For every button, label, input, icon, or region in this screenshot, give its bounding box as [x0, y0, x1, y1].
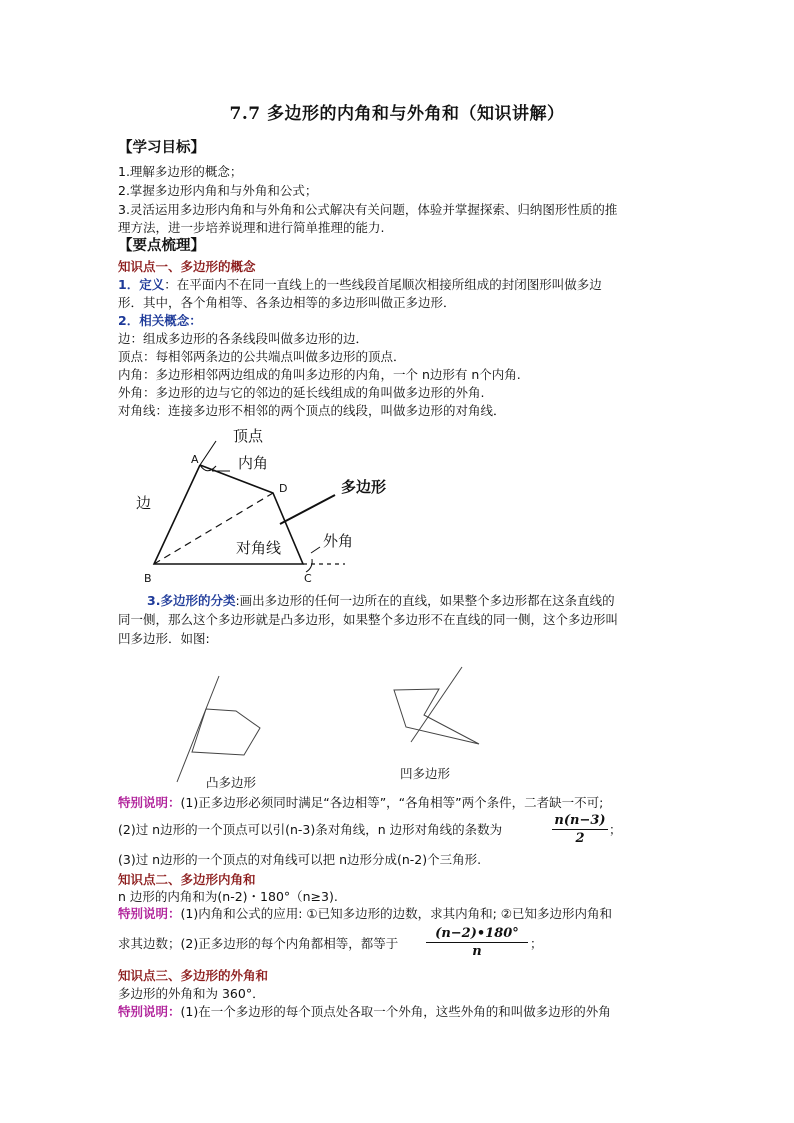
- objective-item: 3.灵活运用多边形内角和与外角和公式解决有关问题，体验并掌握探索、归纳图形性质的推: [118, 202, 618, 217]
- definition-text: ：在平面内不在同一直线上的一些线段首尾顺次相接所组成的封闭图形叫做多边: [164, 277, 602, 292]
- kp1-note-1: [118, 795, 678, 811]
- kp3-formula: 多边形的外角和为 360°．: [118, 986, 265, 1001]
- note-text: (1)内角和公式的应用: ①已知多边形的边数，求其内角和; ②已知多边形内角和: [180, 906, 613, 921]
- exterior-angle-arc: [306, 559, 312, 572]
- fraction-denominator: 2: [575, 831, 585, 846]
- note-label: 特别说明：: [118, 1004, 181, 1019]
- related-item: 对角线：连接多边形不相邻的两个顶点的线段，叫做多边形的对角线．: [118, 403, 506, 418]
- kp2-note-1: [118, 906, 678, 922]
- objective-item: 理方法，进一步培养说理和进行简单推理的能力.: [118, 220, 385, 235]
- kp1-note-3: (3)过 n边形的一个顶点的对角线可以把 n边形分成(n-2)个三角形.: [118, 852, 482, 867]
- label-A: A: [191, 453, 199, 466]
- polygon-pointer: [280, 495, 335, 524]
- label-diagonal: 对角线: [236, 539, 282, 557]
- related-concepts-colon: ：: [189, 313, 202, 328]
- kp2-formula: n 边形的内角和为(n-2)・180°（n≥3).: [118, 889, 338, 904]
- concave-polygon-figure: [385, 660, 495, 770]
- classification-line-2: 同一侧，那么这个多边形就是凸多边形，如果整个多边形不在直线的同一侧，这个多边形叫: [118, 612, 619, 627]
- interior-angle-fraction: [426, 926, 528, 959]
- related-concepts-line: [118, 313, 678, 329]
- convex-label: 凸多边形: [206, 775, 257, 790]
- fraction-numerator: (n−2)•180°: [426, 926, 528, 943]
- related-item: 顶点：每相邻两条边的公共端点叫做多边形的顶点．: [118, 349, 406, 364]
- polygon-concept-figure: [120, 420, 420, 590]
- kp1-note-2: (2)过 n边形的一个顶点可以引(n-3)条对角线，n 边形对角线的条数为: [118, 822, 503, 837]
- kp2-note-2: 求其边数；(2)正多边形的每个内角都相等，都等于: [118, 936, 399, 951]
- classification-line: [147, 593, 687, 609]
- label-side: 边: [136, 494, 152, 512]
- fraction-denominator: n: [472, 944, 482, 959]
- objective-item: 2.掌握多边形内角和与外角和公式；: [118, 183, 318, 198]
- convex-polygon-figure: [170, 670, 290, 790]
- related-concepts-label: 2．相关概念: [118, 313, 190, 328]
- label-C: C: [304, 572, 312, 585]
- label-vertex: 顶点: [233, 427, 264, 445]
- reference-line: [177, 676, 219, 782]
- note-label: 特别说明：: [118, 795, 181, 810]
- label-polygon: 多边形: [341, 478, 387, 496]
- kp3-heading: 知识点三、多边形的外角和: [118, 968, 269, 983]
- kp2-heading: 知识点二、多边形内角和: [118, 872, 256, 887]
- kp1-definition-line: [118, 277, 678, 293]
- related-item: 内角：多边形相邻两边组成的角叫多边形的内角，一个 n边形有 n个内角.: [118, 367, 521, 382]
- concave-polygon: [394, 689, 479, 744]
- note-text: (1)在一个多边形的每个顶点处各取一个外角，这些外角的和叫做多边形的外角: [180, 1004, 611, 1019]
- vertex-leader: [200, 441, 216, 465]
- related-item: 外角：多边形的边与它的邻边的延长线组成的角叫做多边形的外角.: [118, 385, 485, 400]
- definition-label: 1．定义: [118, 277, 165, 292]
- classification-text: :画出多边形的任何一边所在的直线，如果整个多边形都在这条直线的: [235, 593, 615, 608]
- classification-line-3: 凹多边形．如图:: [118, 631, 210, 646]
- concave-label: 凹多边形: [400, 766, 451, 781]
- kp1-heading: 知识点一、多边形的概念: [118, 259, 256, 274]
- label-exterior-angle: 外角: [323, 532, 354, 550]
- kp2-note-2-end: ；: [530, 936, 543, 951]
- objective-item: 1.理解多边形的概念；: [118, 164, 243, 179]
- note-label: 特别说明：: [118, 906, 181, 921]
- page-title: 7.7 多边形的内角和与外角和（知识讲解）: [229, 104, 565, 124]
- key-points-heading: 【要点梳理】: [118, 238, 205, 254]
- related-item: 边：组成多边形的各条线段叫做多边形的边．: [118, 331, 369, 346]
- convex-polygon: [192, 709, 260, 755]
- kp3-note-1: [118, 1004, 678, 1020]
- classification-label: 3.多边形的分类: [147, 593, 236, 608]
- objectives-heading: 【学习目标】: [118, 140, 205, 156]
- exterior-angle-leader: [311, 547, 320, 553]
- kp1-definition-line-2: 形．其中，各个角相等、各条边相等的多边形叫做正多边形．: [118, 295, 456, 310]
- label-interior-angle: 内角: [238, 454, 269, 472]
- label-D: D: [279, 482, 288, 495]
- note-text: (1)正多边形必须同时满足“各边相等”，“各角相等”两个条件，二者缺一不可;: [180, 795, 604, 810]
- kp1-note-2-end: ；: [609, 822, 622, 837]
- fraction-numerator: n(n−3): [552, 813, 608, 830]
- diagonal-count-fraction: [552, 813, 608, 846]
- label-B: B: [144, 572, 152, 585]
